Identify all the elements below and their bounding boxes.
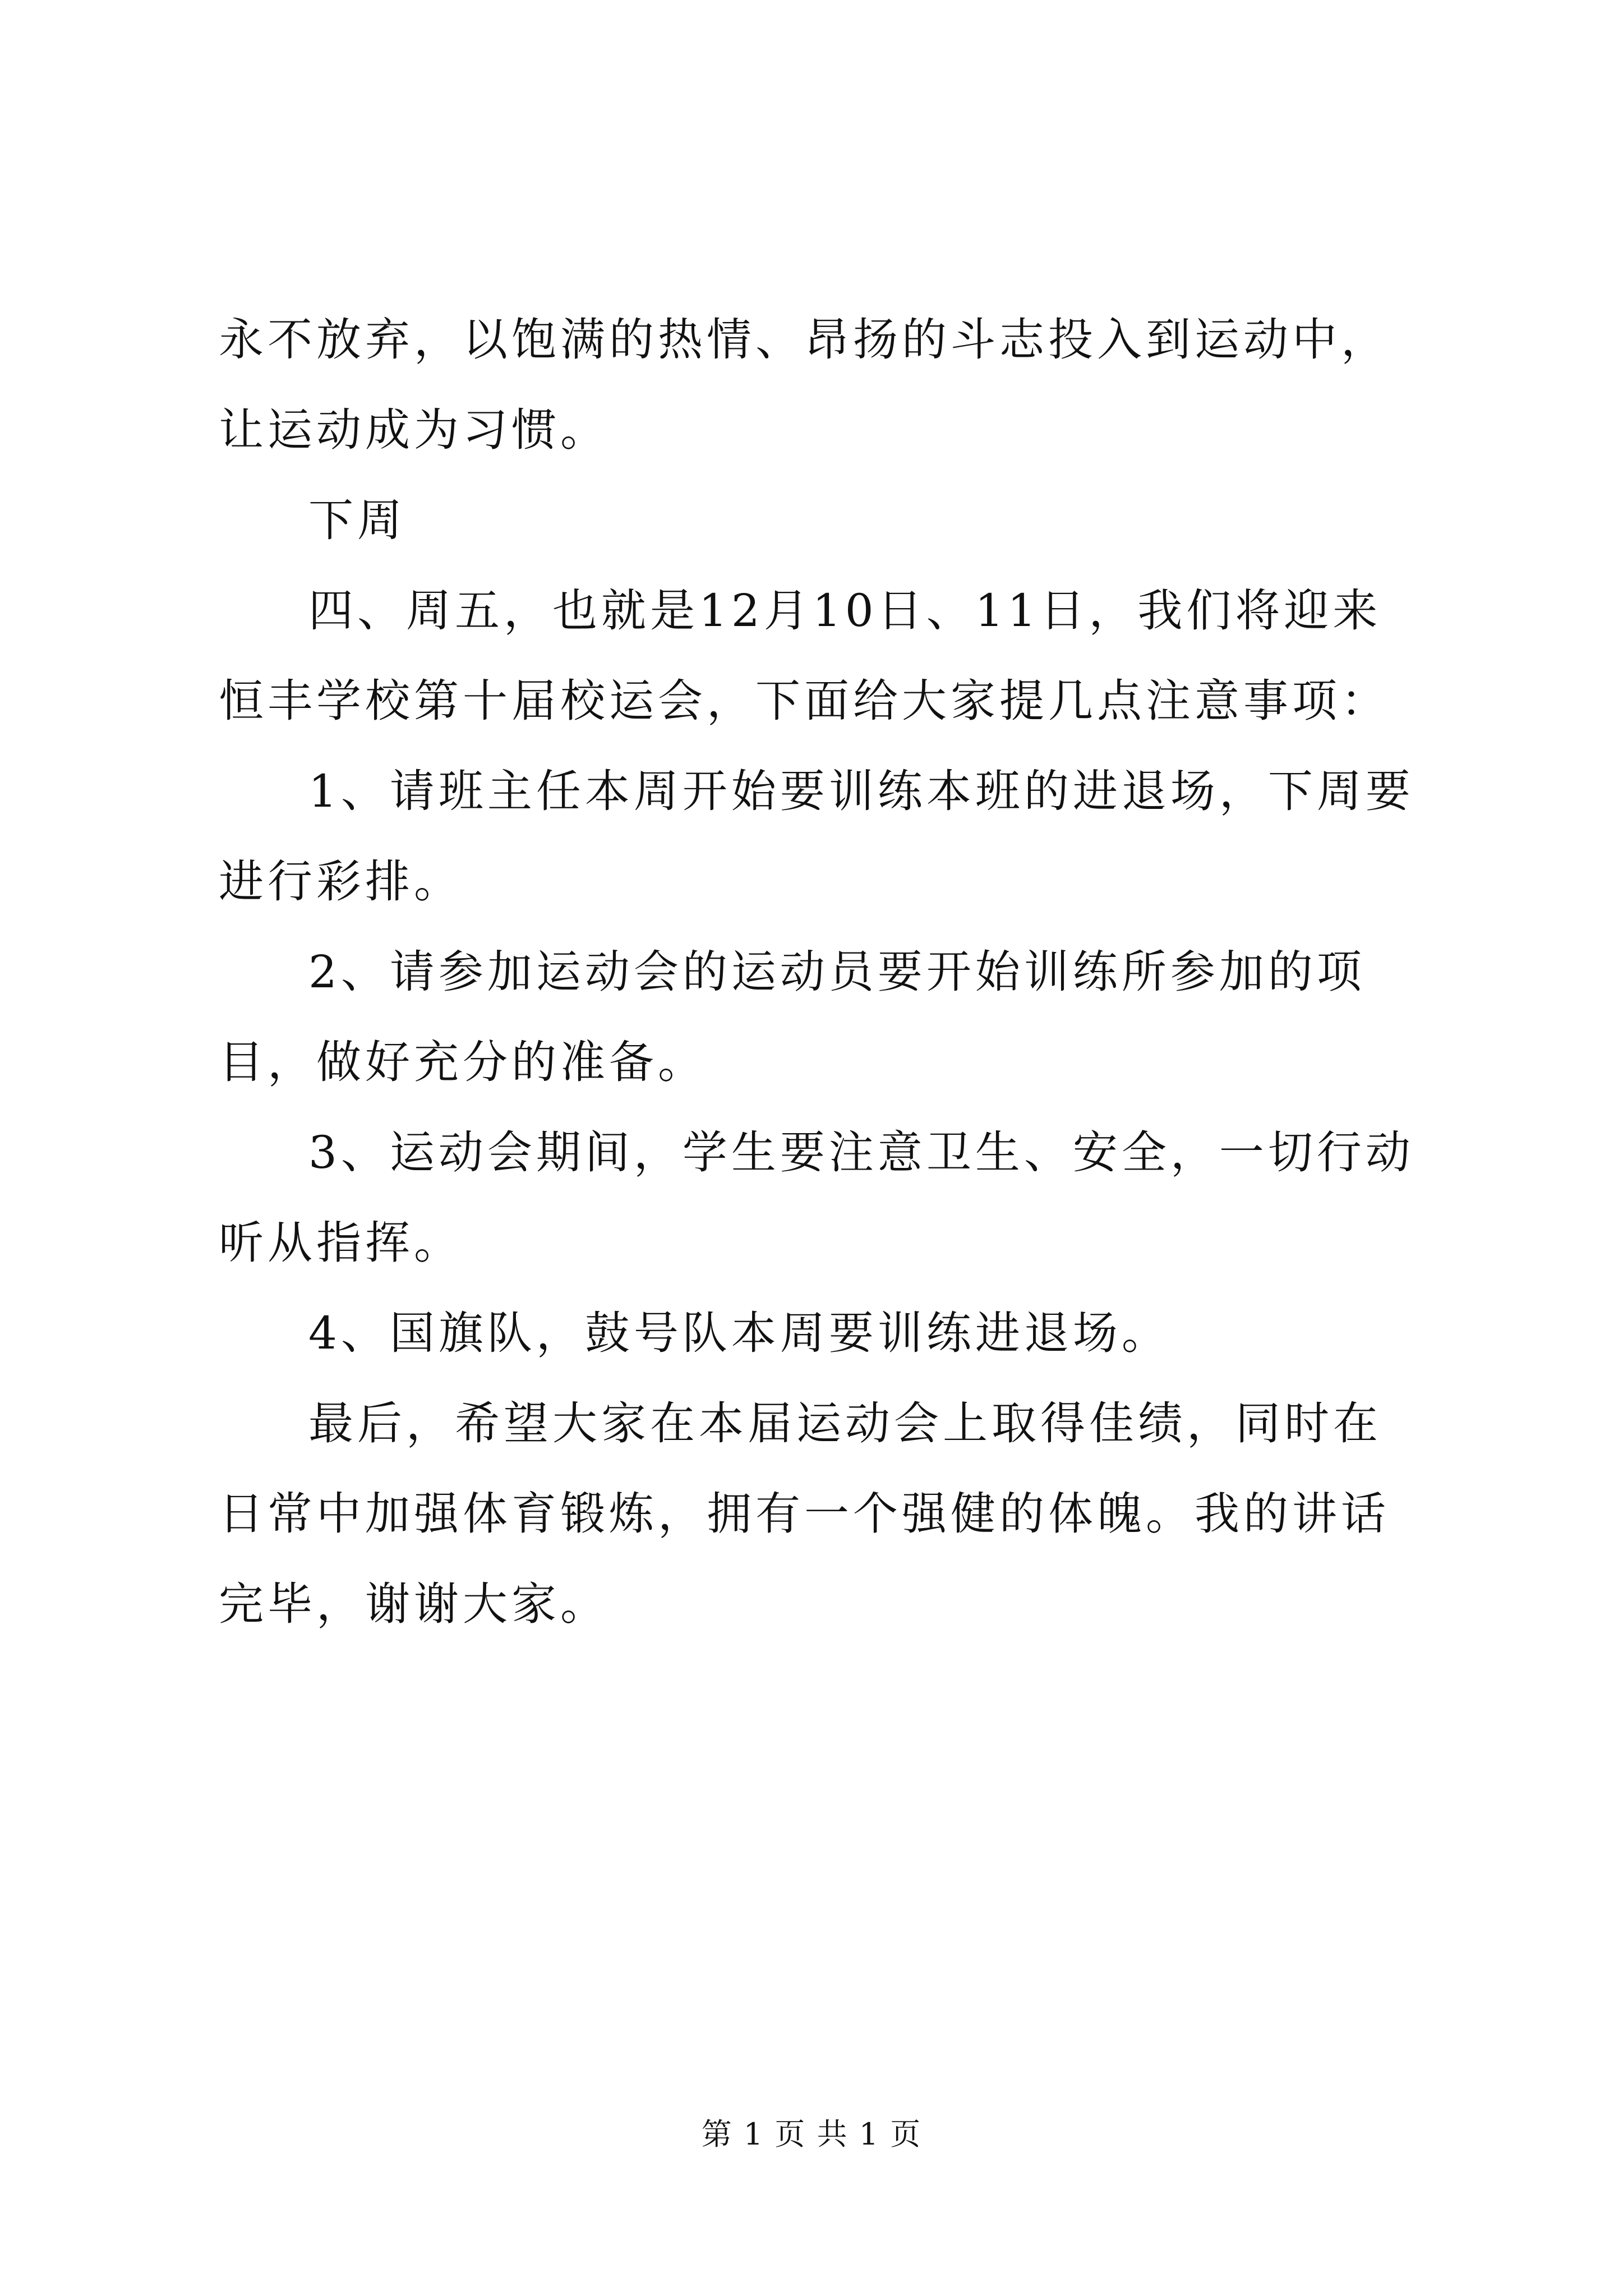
page-number-label: 第 1 页 共 1 页 xyxy=(701,2116,922,2152)
paragraph-closing: 最后，希望大家在本届运动会上取得佳绩，同时在日常中加强体育锻炼，拥有一个强健的体魄。我的讲话完毕，谢谢大家。 xyxy=(219,1397,1390,1630)
paragraph-item-4: 4、国旗队，鼓号队本周要训练进退场。 xyxy=(308,1307,1170,1359)
paragraph-item-2: 2、请参加运动会的运动员要开始训练所参加的项目，做好充分的准备。 xyxy=(219,946,1366,1088)
paragraph-next-week: 下周 xyxy=(308,494,406,546)
paragraph-continuation: 永不放弃，以饱满的热情、昂扬的斗志投入到运动中，让运动成为习惯。 xyxy=(219,314,1390,456)
paragraph-sports-meet-intro: 四、周五，也就是12月10日、11日，我们将迎来恒丰学校第十届校运会，下面给大家提几点注意事项： xyxy=(219,585,1390,727)
paragraph-item-3: 3、运动会期间，学生要注意卫生、安全，一切行动听从指挥。 xyxy=(219,1126,1414,1269)
page-footer xyxy=(0,2115,1623,2154)
paragraph-item-1: 1、请班主任本周开始要训练本班的进退场，下周要进行彩排。 xyxy=(219,765,1414,908)
document-body xyxy=(219,295,1419,1649)
